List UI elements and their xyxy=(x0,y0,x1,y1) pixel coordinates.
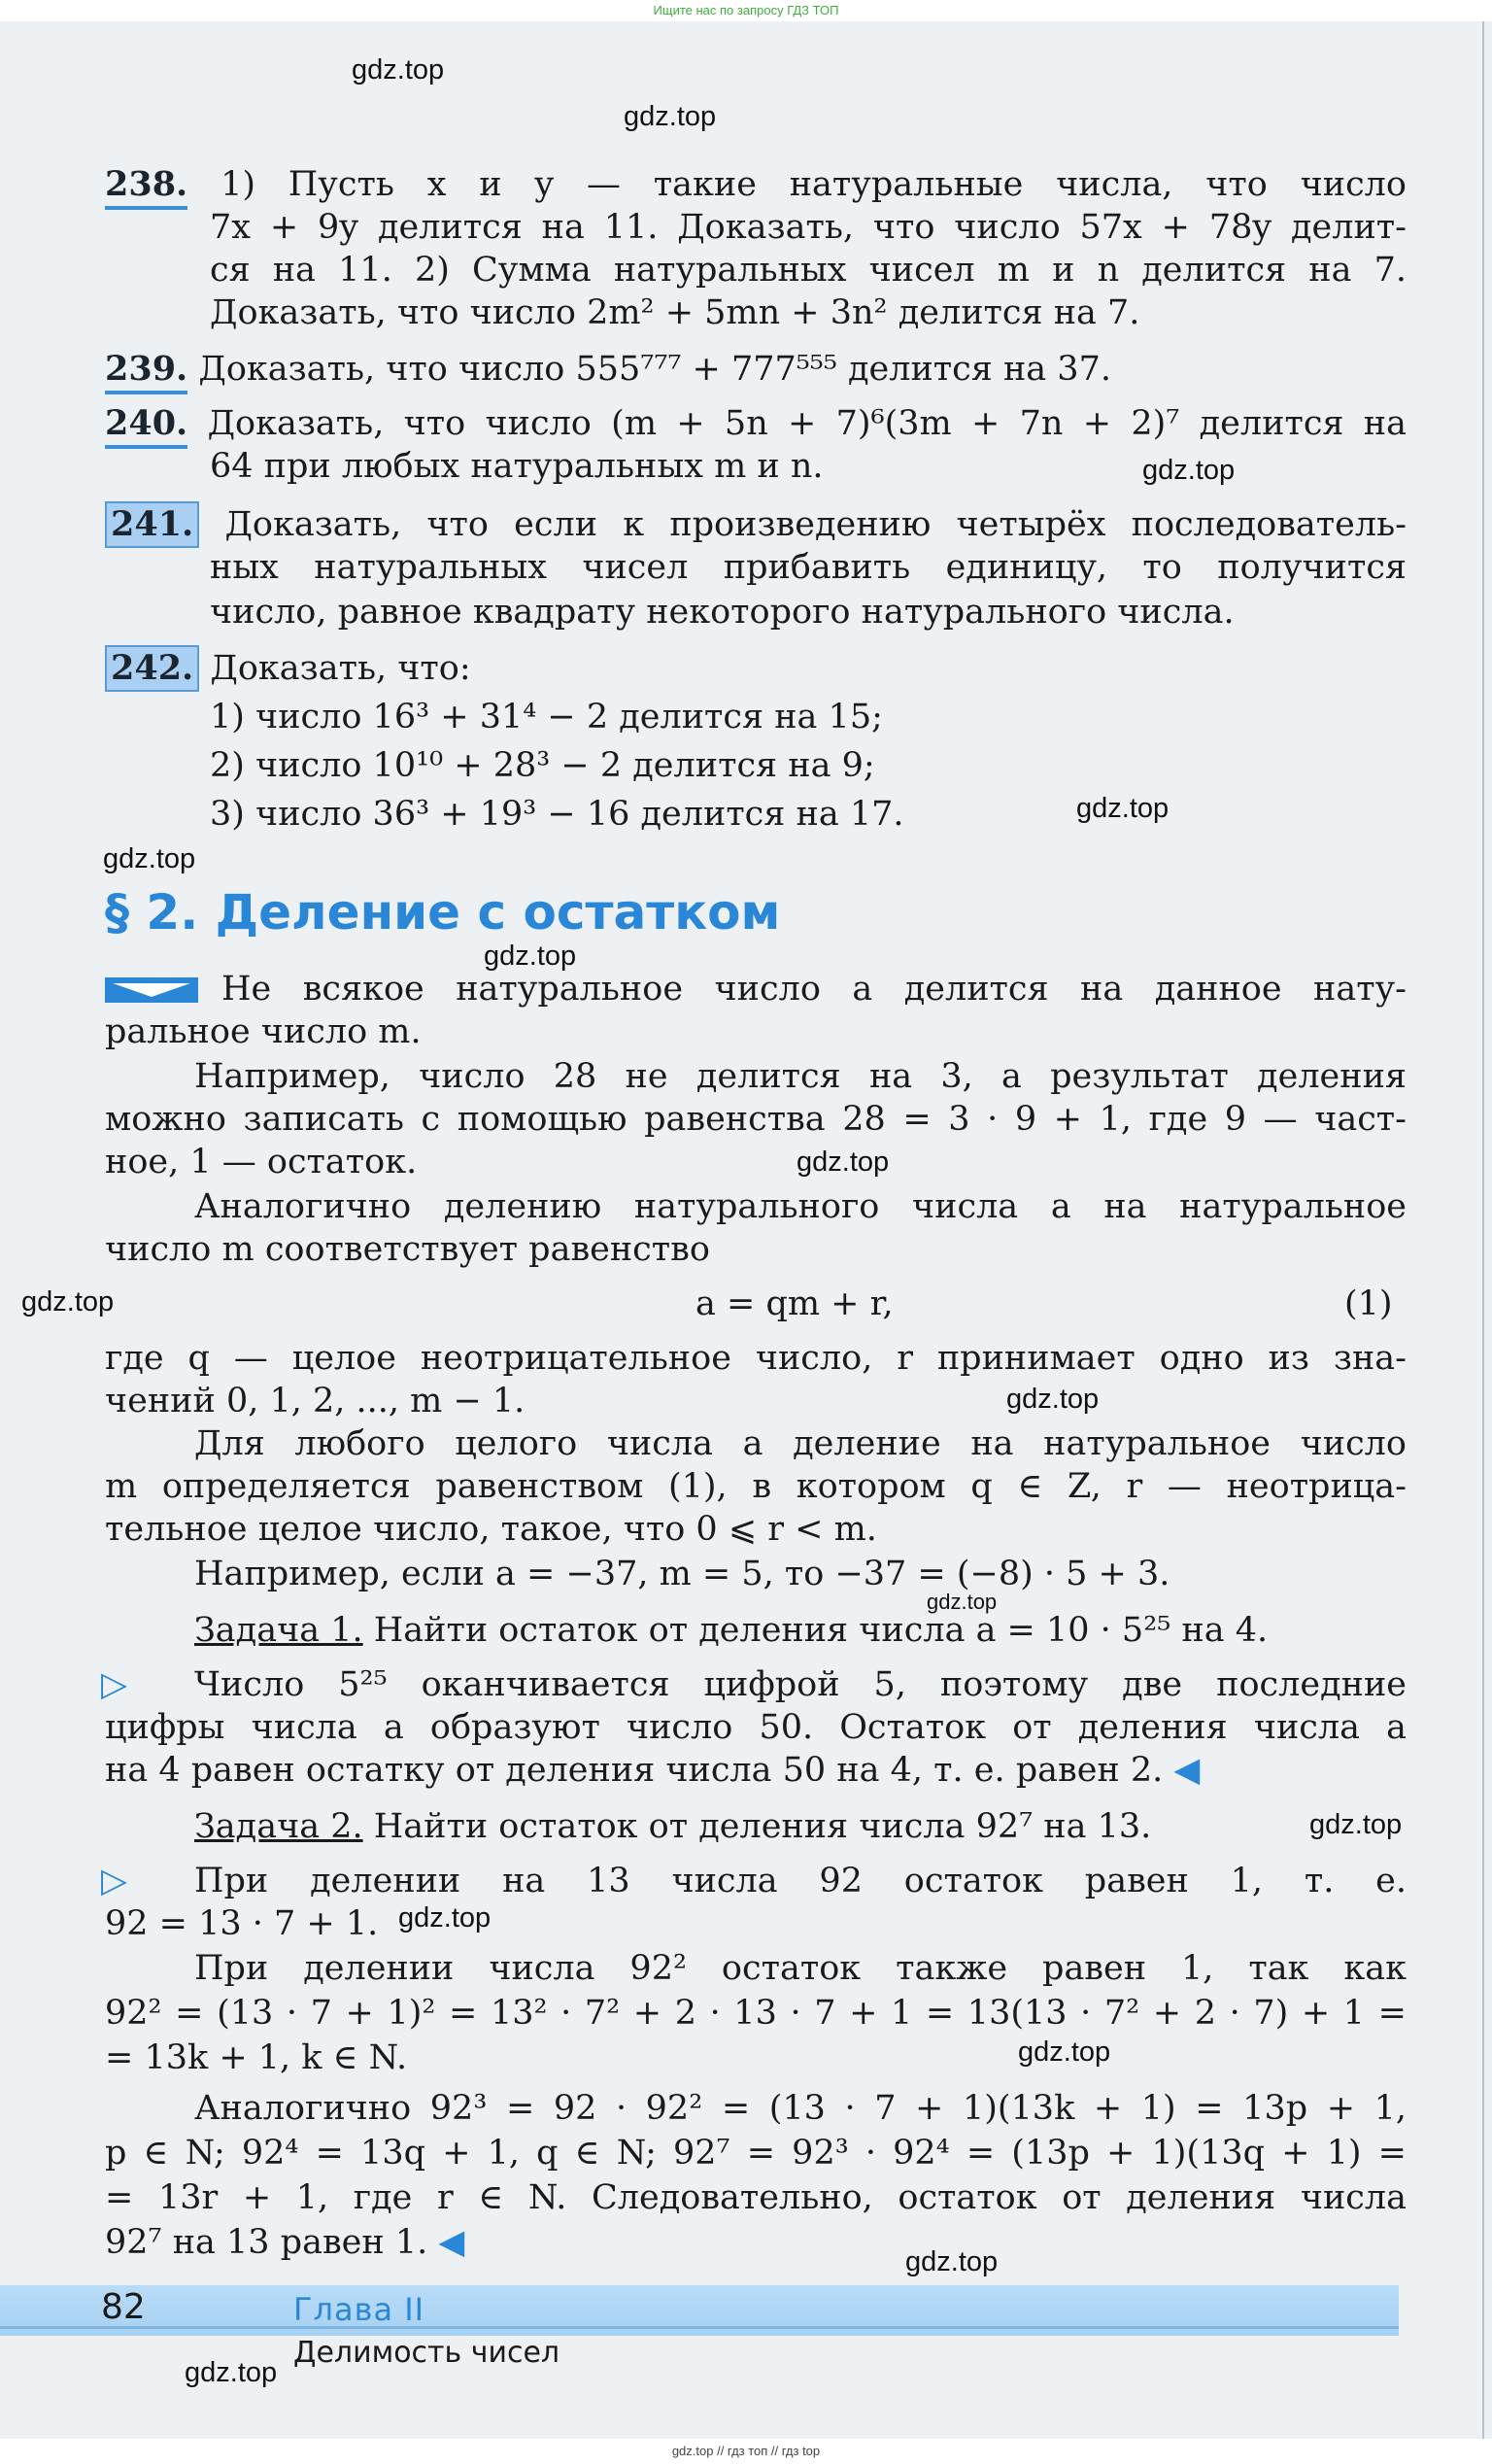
text-line: ральное число m. xyxy=(105,1012,422,1051)
watermark: gdz.top xyxy=(484,941,577,972)
text-line: тельное целое число, такое, что 0 ⩽ r < m. xyxy=(105,1510,877,1549)
text-line: 92² = (13 · 7 + 1)² = 13² · 7² + 2 · 13 · 7 + 1 = 13(13 · 7² + 2 · 7) + 1 = xyxy=(105,1994,1407,2033)
exercise-number: 240. xyxy=(105,402,187,449)
text-line: на 4 равен остатку от деления числа 50 на 4, т. е. равен 2. xyxy=(105,1751,1164,1790)
exercise-238 xyxy=(105,163,1407,210)
text-line: Найти остаток от деления числа a = 10 · 5²⁵ на 4. xyxy=(373,1611,1269,1650)
watermark: gdz.top xyxy=(624,101,717,132)
top-banner[interactable]: Ищите нас по запросу ГДЗ ТОП xyxy=(0,0,1492,21)
text-line: ных натуральных чисел прибавить единицу, то получится xyxy=(210,548,1407,587)
text-line: 3) число 36³ + 19³ − 16 делится на 17. xyxy=(210,795,904,834)
text-line: = 13r + 1, где r ∈ N. Следовательно, остаток от деления числа xyxy=(105,2178,1407,2217)
problem-1 xyxy=(194,1609,1407,1652)
text-line: Доказать, что число 555⁷⁷⁷ + 777⁵⁵⁵ делится на 37. xyxy=(198,350,1111,389)
exercise-242 xyxy=(105,645,1407,692)
text-line: При делении числа 92² остаток также равен 1, так как xyxy=(194,1949,1407,1988)
text-line xyxy=(105,1749,1368,1792)
text-line: можно записать с помощью равенства 28 = 3 · 9 + 1, где 9 — част- xyxy=(105,1100,1407,1139)
watermark: gdz.top xyxy=(1309,1809,1403,1840)
text-line: число m соответствует равенство xyxy=(105,1230,710,1269)
watermark: gdz.top xyxy=(1076,793,1170,824)
bottom-banner[interactable]: gdz.top // гдз топ // гдз top xyxy=(0,2439,1492,2464)
triangle-right-icon: ▷ xyxy=(101,1862,127,1900)
text-line: где q — целое неотрицательное число, r принимает одно из зна- xyxy=(105,1339,1407,1378)
text-line: Доказать, что если к произведению четырёх последователь- xyxy=(224,505,1407,544)
text-line: Доказать, что: xyxy=(210,649,471,688)
text-line: 7x + 9y делится на 11. Доказать, что число 57x + 78y делит- xyxy=(210,208,1407,247)
watermark: gdz.top xyxy=(905,2246,999,2277)
footer-divider xyxy=(0,2326,1399,2329)
text-line: Аналогично делению натурального числа a на натуральное xyxy=(194,1187,1407,1226)
text-line: Доказать, что число 2m² + 5mn + 3n² делится на 7. xyxy=(210,293,1140,332)
section-title: § 2. Деление с остатком xyxy=(105,884,781,941)
text-line: Найти остаток от деления числа 92⁷ на 13. xyxy=(373,1807,1152,1846)
exercise-number: 242. xyxy=(105,645,199,692)
watermark: gdz.top xyxy=(21,1286,115,1318)
watermark: gdz.top xyxy=(103,843,196,874)
watermark: gdz.top xyxy=(185,2357,278,2388)
text-line: цифры числа a образуют число 50. Остаток от деления числа a xyxy=(105,1708,1407,1747)
watermark: gdz.top xyxy=(1006,1384,1100,1415)
watermark: gdz.top xyxy=(1142,455,1236,486)
text-line: = 13k + 1, k ∈ N. xyxy=(105,2038,408,2077)
text-line: чений 0, 1, 2, ..., m − 1. xyxy=(105,1382,526,1420)
text-line: Доказать, что число (m + 5n + 7)⁶(3m + 7n + 2)⁷ делится на xyxy=(207,404,1407,443)
text-line: 64 при любых натуральных m и n. xyxy=(210,447,824,486)
text-line: Аналогично 92³ = 92 · 92² = (13 · 7 + 1)(13k + 1) = 13p + 1, xyxy=(194,2089,1407,2128)
formula: a = qm + r, xyxy=(695,1284,894,1323)
triangle-right-icon: ▷ xyxy=(101,1665,127,1704)
exercise-number: 238. xyxy=(105,163,187,210)
exercise-number: 241. xyxy=(105,501,199,548)
text-line: Число 5²⁵ оканчивается цифрой 5, поэтому две последние xyxy=(194,1665,1407,1704)
page-number: 82 xyxy=(101,2287,146,2327)
chapter-subtitle: Делимость чисел xyxy=(293,2336,560,2370)
text-line: число, равное квадрату некоторого натурального числа. xyxy=(210,593,1235,632)
watermark: gdz.top xyxy=(352,54,445,86)
text-line: 1) Пусть x и y — такие натуральные числа, что число xyxy=(220,165,1407,204)
text-line: 2) число 10¹⁰ + 28³ − 2 делится на 9; xyxy=(210,746,875,785)
exercise-240 xyxy=(105,402,1407,449)
text-line: ное, 1 — остаток. xyxy=(105,1143,418,1181)
text-line: Для любого целого числа a деление на натуральное число xyxy=(194,1424,1407,1463)
text-line: При делении на 13 числа 92 остаток равен 1, т. е. xyxy=(194,1862,1407,1900)
text-line xyxy=(105,2221,1407,2264)
exercise-number: 239. xyxy=(105,348,187,394)
text-line: 92⁷ на 13 равен 1. xyxy=(105,2223,428,2262)
formula-number: (1) xyxy=(1344,1284,1393,1323)
text-line: 1) число 16³ + 31⁴ − 2 делится на 15; xyxy=(210,698,883,736)
triangle-left-icon: ◀ xyxy=(438,2223,465,2262)
triangle-left-icon: ◀ xyxy=(1173,1751,1201,1790)
exercise-239 xyxy=(105,348,1407,394)
text-line: p ∈ N; 92⁴ = 13q + 1, q ∈ N; 92⁷ = 92³ · 92⁴ = (13p + 1)(13q + 1) = xyxy=(105,2134,1407,2173)
watermark: gdz.top xyxy=(927,1590,998,1614)
text-line: Не всякое натуральное число a делится на данное нату- xyxy=(221,970,1407,1009)
text-line: m определяется равенством (1), в котором q ∈ Z, r — неотрица- xyxy=(105,1467,1407,1506)
problem-2 xyxy=(194,1805,1263,1848)
problem-label: Задача 2. xyxy=(194,1807,363,1846)
chapter-title: Глава II xyxy=(293,2291,425,2328)
text-line: Например, число 28 не делится на 3, а результат деления xyxy=(194,1057,1407,1096)
watermark: gdz.top xyxy=(797,1146,890,1178)
text-line: ся на 11. 2) Сумма натуральных чисел m и n делится на 7. xyxy=(210,251,1407,290)
watermark: gdz.top xyxy=(1018,2036,1111,2068)
problem-label: Задача 1. xyxy=(194,1611,363,1650)
text-line: Например, если a = −37, m = 5, то −37 = (−8) · 5 + 3. xyxy=(194,1555,1170,1593)
exercise-241 xyxy=(105,501,1407,548)
page-edge xyxy=(1482,21,1484,2450)
watermark: gdz.top xyxy=(398,1902,492,1934)
text-line: 92 = 13 · 7 + 1. xyxy=(105,1904,379,1943)
flag-icon xyxy=(105,977,198,1003)
